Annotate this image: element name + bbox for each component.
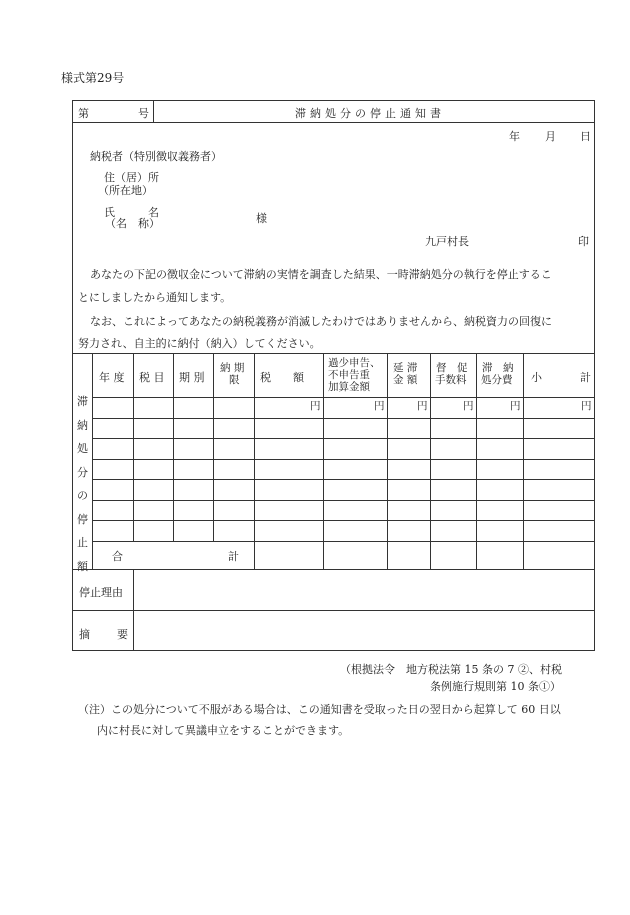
note-line1: （注）この処分について不服がある場合は、この通知書を受取った日の翌日から起算して 60 日以 xyxy=(78,703,561,716)
col-divider-1 xyxy=(133,353,134,541)
col-divider-7 xyxy=(430,353,431,569)
side-char: の xyxy=(77,489,88,502)
header-divider xyxy=(72,122,595,123)
col-header-period: 期 別 xyxy=(179,371,205,384)
col-header-penalty-3: 加算金額 xyxy=(328,381,370,393)
side-char: 停 xyxy=(77,512,88,526)
col-divider-3 xyxy=(213,353,214,541)
side-label xyxy=(77,390,87,578)
col-divider-4 xyxy=(254,353,255,569)
unit-disposal: 円 xyxy=(510,400,521,412)
col-header-due-1: 納 期 xyxy=(220,362,245,374)
name-sub-label: （名 称） xyxy=(105,217,160,230)
issuer-name: 九戸村長 xyxy=(425,235,469,248)
side-label-divider xyxy=(92,353,93,569)
total-label-2: 計 xyxy=(228,550,239,563)
side-char: 納 xyxy=(77,418,88,432)
legal-basis-line2: 条例施行規則第 10 条①） xyxy=(430,680,561,693)
col-divider-8 xyxy=(476,353,477,569)
col-header-penalty-1: 過少申告、 xyxy=(328,357,381,369)
reason-label: 停止理由 xyxy=(79,586,123,599)
col-header-year: 年 度 xyxy=(99,371,125,384)
side-char: 額 xyxy=(77,559,88,573)
form-number: 様式第29号 xyxy=(61,71,125,85)
address-sub-label: （所在地） xyxy=(98,184,153,197)
date-day-label: 日 xyxy=(580,130,591,143)
side-char: 分 xyxy=(77,465,88,479)
unit-penalty: 円 xyxy=(374,400,385,412)
col-header-tax-item: 税 目 xyxy=(139,371,165,384)
taxpayer-label: 納税者（特別徴収義務者） xyxy=(90,150,222,163)
col-header-disposal-1: 滞 納 xyxy=(482,362,514,374)
reason-label-divider xyxy=(133,569,134,651)
col-divider-5 xyxy=(323,353,324,569)
row-line-1 xyxy=(92,418,595,419)
reason-row-bottom xyxy=(72,610,595,611)
row-line-5 xyxy=(92,500,595,501)
col-header-delay-2: 金 額 xyxy=(393,374,418,386)
row-line-6 xyxy=(92,520,595,521)
address-label: 住（居）所 xyxy=(104,171,159,184)
unit-amount: 円 xyxy=(310,400,321,412)
date-month-label: 月 xyxy=(545,130,556,143)
row-line-2 xyxy=(92,438,595,439)
table-top-border xyxy=(72,353,595,354)
unit-demand: 円 xyxy=(463,400,474,412)
document-title: 滞納処分の停止通知書 xyxy=(295,107,445,120)
unit-delay: 円 xyxy=(417,400,428,412)
header-number-divider xyxy=(153,100,154,122)
col-header-subtotal-2: 計 xyxy=(580,371,591,384)
name-label-1: 氏 xyxy=(104,206,115,219)
col-header-demand-2: 手数料 xyxy=(435,374,467,386)
col-header-amount: 税 額 xyxy=(260,371,304,384)
body-para2-line2: 努力され、自主的に納付（納入）してください。 xyxy=(78,337,321,350)
body-para1-line2: とにしましたから通知します。 xyxy=(78,291,232,304)
side-char: 止 xyxy=(77,536,88,549)
col-header-penalty-2: 不申告重 xyxy=(328,369,370,381)
seal-mark: 印 xyxy=(578,235,589,248)
col-header-disposal-2: 処分費 xyxy=(481,374,513,386)
col-header-subtotal-1: 小 xyxy=(531,371,542,384)
remarks-label-2: 要 xyxy=(117,628,128,641)
side-char: 滞 xyxy=(77,395,88,408)
row-line-3 xyxy=(92,459,595,460)
honorific: 様 xyxy=(256,212,267,225)
col-divider-9 xyxy=(523,353,524,569)
col-header-delay-1: 延 滞 xyxy=(393,362,418,374)
body-para1-line1: あなたの下記の徴収金について滞納の実情を調査した結果、一時滞納処分の執行を停止するこ xyxy=(90,268,552,281)
number-label-right: 号 xyxy=(138,107,149,120)
name-label-2: 名 xyxy=(148,206,159,219)
number-label-left: 第 xyxy=(78,107,89,120)
col-divider-6 xyxy=(387,353,388,569)
remarks-label-1: 摘 xyxy=(79,628,90,641)
side-char: 処 xyxy=(77,442,88,455)
total-row-bottom xyxy=(72,569,595,570)
note-line2: 内に村長に対して異議申立をすることができます。 xyxy=(97,724,350,737)
total-label-1: 合 xyxy=(112,550,123,563)
body-para2-line1: なお、これによってあなたの納税義務が消滅したわけではありませんから、納税資力の回復に xyxy=(90,315,552,328)
col-header-demand-1: 督 促 xyxy=(436,362,468,374)
date-year-label: 年 xyxy=(509,130,520,143)
row-line-4 xyxy=(92,479,595,480)
legal-basis-line1: （根拠法令 地方税法第 15 条の 7 ②、村税 xyxy=(340,663,562,676)
unit-subtotal: 円 xyxy=(581,400,592,412)
col-divider-2 xyxy=(173,353,174,541)
col-header-due-2: 限 xyxy=(229,374,240,386)
row-line-7 xyxy=(92,541,595,542)
